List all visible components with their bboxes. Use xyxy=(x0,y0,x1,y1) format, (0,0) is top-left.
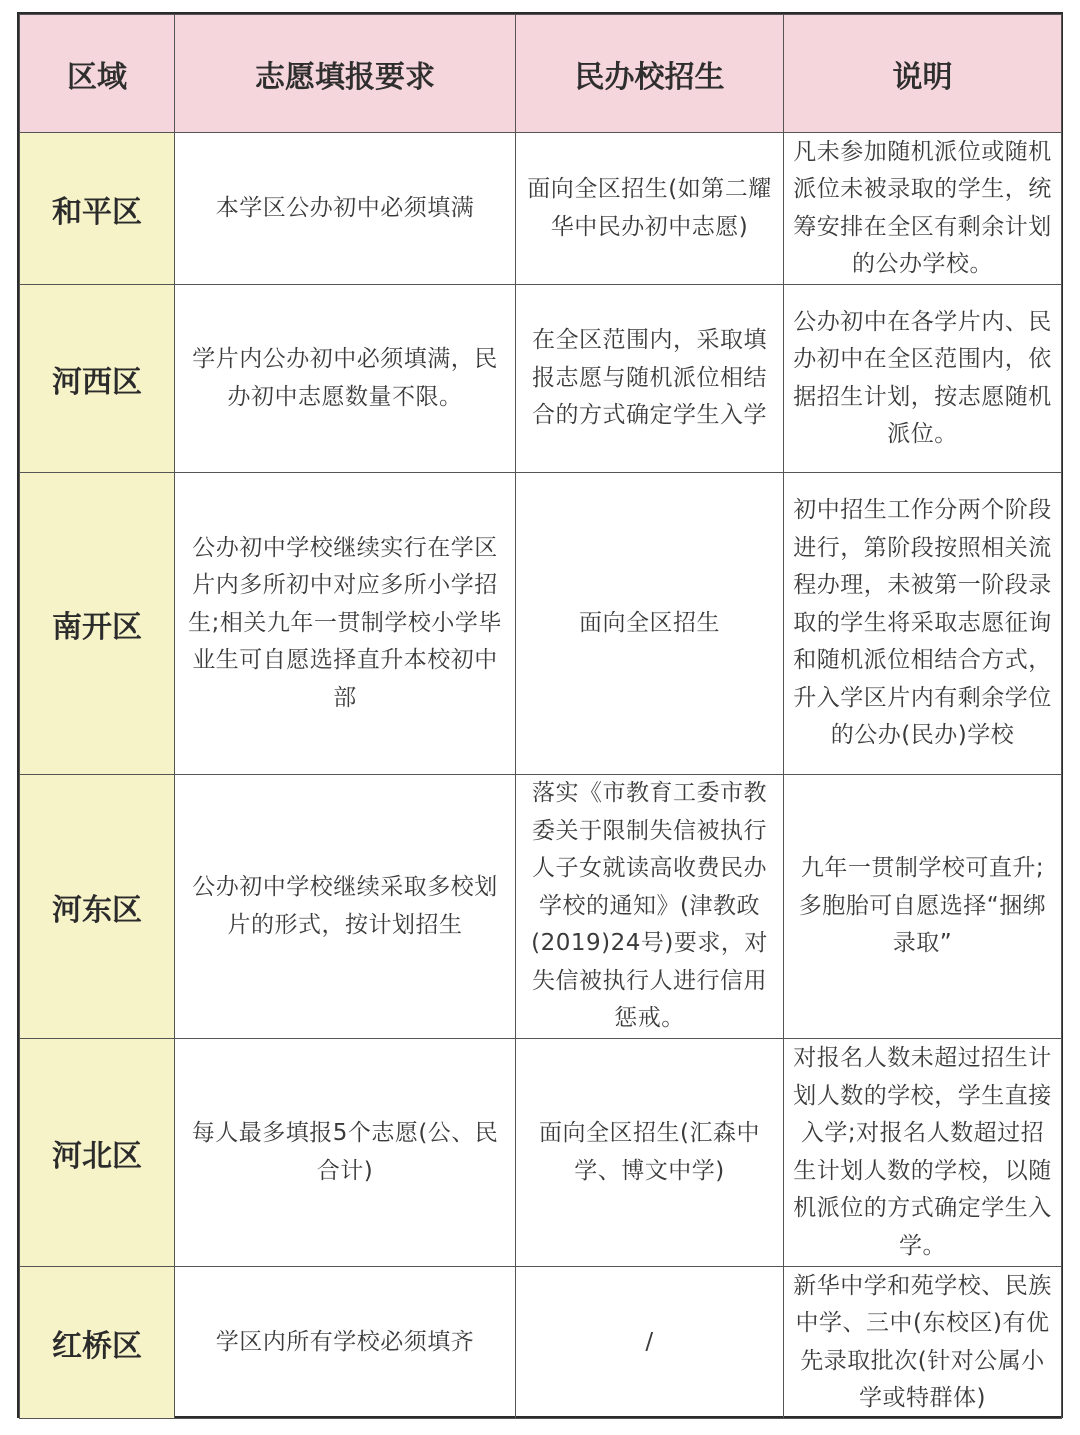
requirement-cell: 学区内所有学校必须填齐 xyxy=(175,1267,516,1419)
header-private-school: 民办校招生 xyxy=(516,15,784,133)
table-row xyxy=(20,1267,1062,1419)
region-cell: 红桥区 xyxy=(20,1267,175,1419)
requirement-cell: 公办初中学校继续实行在学区片内多所初中对应多所小学招生;相关九年一贯制学校小学毕业生可自愿选择直升本校初中部 xyxy=(175,473,516,775)
region-cell: 河东区 xyxy=(20,775,175,1039)
note-cell: 对报名人数未超过招生计划人数的学校，学生直接入学;对报名人数超过招生计划人数的学校，以随机派位的方式确定学生入学。 xyxy=(784,1039,1062,1267)
header-note: 说明 xyxy=(784,15,1062,133)
requirement-cell: 公办初中学校继续采取多校划片的形式，按计划招生 xyxy=(175,775,516,1039)
table-row xyxy=(20,1039,1062,1267)
region-cell: 和平区 xyxy=(20,133,175,285)
private-school-cell: 在全区范围内，采取填报志愿与随机派位相结合的方式确定学生入学 xyxy=(516,285,784,473)
table-row xyxy=(20,285,1062,473)
header-region: 区域 xyxy=(20,15,175,133)
note-cell: 九年一贯制学校可直升;多胞胎可自愿选择“捆绑录取” xyxy=(784,775,1062,1039)
note-cell: 新华中学和苑学校、民族中学、三中(东校区)有优先录取批次(针对公属小学或特群体) xyxy=(784,1267,1062,1419)
table-header-row xyxy=(20,15,1062,133)
note-cell: 凡未参加随机派位或随机派位未被录取的学生，统筹安排在全区有剩余计划的公办学校。 xyxy=(784,133,1062,285)
requirement-cell: 本学区公办初中必须填满 xyxy=(175,133,516,285)
table-row xyxy=(20,473,1062,775)
private-school-cell: / xyxy=(516,1267,784,1419)
header-requirement: 志愿填报要求 xyxy=(175,15,516,133)
region-cell: 河西区 xyxy=(20,285,175,473)
table-row xyxy=(20,133,1062,285)
region-cell: 河北区 xyxy=(20,1039,175,1267)
note-cell: 初中招生工作分两个阶段进行，第阶段按照相关流程办理，未被第一阶段录取的学生将采取志愿征询和随机派位相结合方式，升入学区片内有剩余学位的公办(民办)学校 xyxy=(784,473,1062,775)
region-cell: 南开区 xyxy=(20,473,175,775)
private-school-cell: 落实《市教育工委市教委关于限制失信被执行人子女就读高收费民办学校的通知》(津教政(2019)24号)要求，对失信被执行人进行信用惩戒。 xyxy=(516,775,784,1039)
requirement-cell: 学片内公办初中必须填满，民办初中志愿数量不限。 xyxy=(175,285,516,473)
table xyxy=(19,14,1062,1419)
private-school-cell: 面向全区招生 xyxy=(516,473,784,775)
requirement-cell: 每人最多填报5个志愿(公、民合计) xyxy=(175,1039,516,1267)
note-cell: 公办初中在各学片内、民办初中在全区范围内，依据招生计划，按志愿随机派位。 xyxy=(784,285,1062,473)
private-school-cell: 面向全区招生(如第二耀华中民办初中志愿) xyxy=(516,133,784,285)
table-row xyxy=(20,775,1062,1039)
admission-table xyxy=(17,12,1063,1418)
private-school-cell: 面向全区招生(汇森中学、博文中学) xyxy=(516,1039,784,1267)
